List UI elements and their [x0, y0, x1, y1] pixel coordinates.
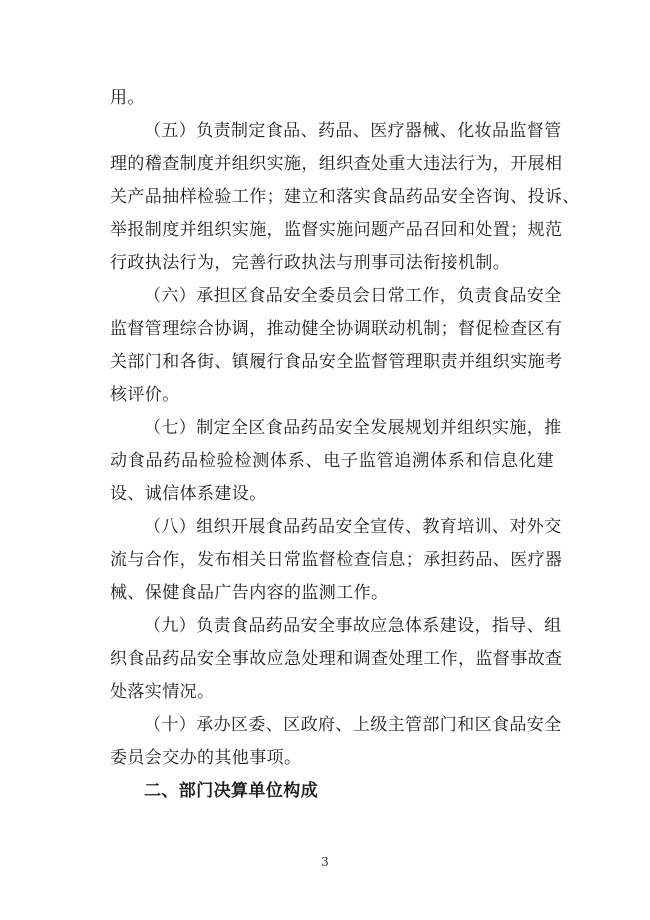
text-line: 关部门和各街、镇履行食品安全监督管理职责并组织实施考 — [110, 352, 563, 372]
text-line: 举报制度并组织实施，监督实施问题产品召回和处置；规范 — [110, 220, 563, 240]
text-line: （八）组织开展食品药品安全宣传、教育培训、对外交 — [144, 517, 562, 537]
paragraph-item-5 — [110, 119, 580, 275]
paragraph-item-6 — [110, 284, 563, 407]
text-line: 设、诚信体系建设。 — [110, 484, 267, 504]
text-line: 行政执法行为，完善行政执法与刑事司法衔接机制。 — [110, 253, 511, 273]
text-line: 委员会交办的其他事项。 — [110, 748, 302, 768]
text-line: 监督管理综合协调，推动健全协调联动机制；督促检查区有 — [110, 319, 563, 339]
text-line: 理的稽查制度并组织实施，组织查处重大违法行为，开展相 — [110, 154, 563, 174]
paragraph-item-8 — [110, 515, 563, 605]
paragraph-item-7 — [110, 416, 562, 506]
section-heading: 二、部门决算单位构成 — [144, 781, 318, 801]
text-line: 核评价。 — [110, 385, 180, 405]
paragraph-continuation — [110, 86, 554, 110]
text-line: 动食品药品检验检测体系、电子监管追溯体系和信息化建 — [110, 451, 554, 471]
page-number: 3 — [321, 855, 329, 869]
text-line: 织食品药品安全事故应急处理和调查处理工作，监督事故查 — [110, 649, 563, 669]
text-line: 流与合作，发布相关日常监督检查信息；承担药品、医疗器 — [110, 550, 563, 570]
text-line: 械、保健食品广告内容的监测工作。 — [110, 583, 389, 603]
text-line: 用。 — [110, 88, 145, 108]
text-line: （五）负责制定食品、药品、医疗器械、化妆品监督管 — [144, 121, 562, 141]
paragraph-item-10 — [110, 713, 562, 770]
text-line: （十）承办区委、区政府、上级主管部门和区食品安全 — [144, 715, 562, 735]
text-line: 处落实情况。 — [110, 682, 215, 702]
body-text — [110, 86, 580, 803]
text-line: （七）制定全区食品药品安全发展规划并组织实施，推 — [144, 418, 562, 438]
paragraph-item-9 — [110, 614, 563, 704]
text-line: 关产品抽样检验工作；建立和落实食品药品安全咨询、投诉、 — [110, 187, 580, 207]
text-line: （九）负责食品药品安全事故应急体系建设，指导、组 — [144, 616, 562, 636]
text-line: （六）承担区食品安全委员会日常工作，负责食品安全 — [144, 286, 562, 306]
